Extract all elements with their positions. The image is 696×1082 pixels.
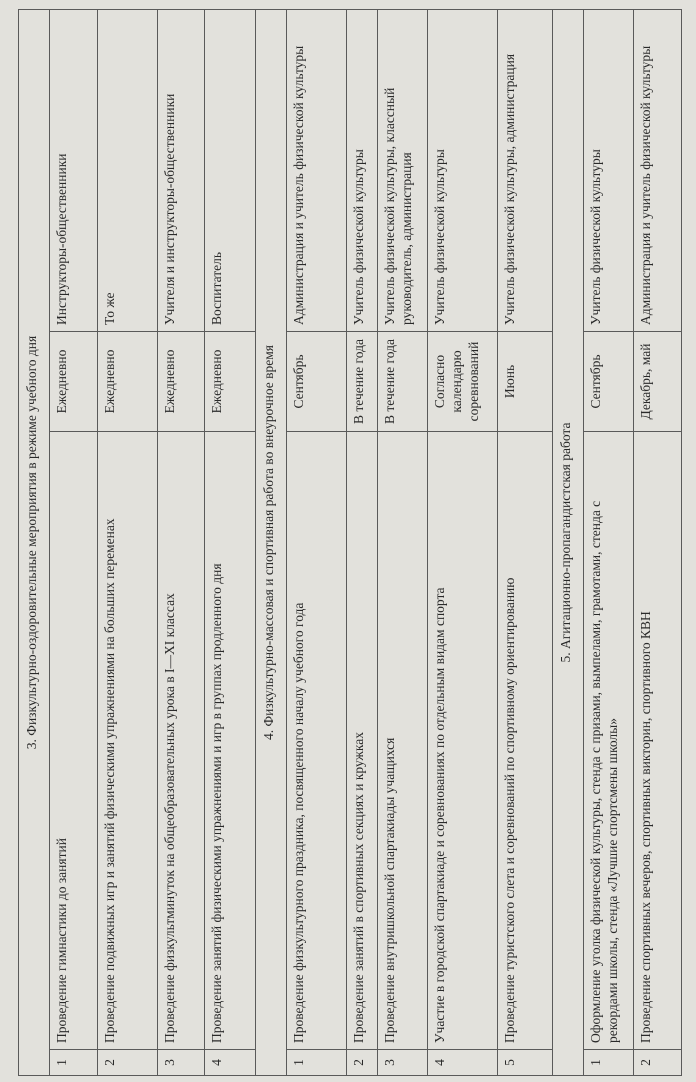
- row-number: 2: [634, 1050, 682, 1076]
- table-row: [157, 10, 205, 1076]
- row-number: 1: [584, 1050, 634, 1076]
- row-number: 1: [50, 1050, 98, 1076]
- section-title: 3. Физкультурно-оздоровительные мероприятия в режиме учебного дня: [19, 10, 50, 1076]
- activities-table: [18, 9, 682, 1076]
- table-row: [634, 10, 682, 1076]
- section-title: 4. Физкультурно-массовая и спортивная работа во внеурочное время: [255, 10, 286, 1076]
- timing-cell: Ежедневно: [98, 332, 158, 432]
- row-number: 5: [497, 1050, 552, 1076]
- timing-cell: В течение года: [377, 332, 427, 432]
- section-title: 5. Агитационно-пропагандистская работа: [552, 10, 583, 1076]
- event-cell: Проведение занятий в спортивных секциях и кружках: [346, 432, 377, 1050]
- timing-cell: Декабрь, май: [634, 332, 682, 432]
- event-cell: Проведение физкультурного праздника, посвященного началу учебного года: [286, 432, 346, 1050]
- row-number: 3: [377, 1050, 427, 1076]
- section-header-row: [19, 10, 50, 1076]
- responsible-cell: Учитель физической культуры, администрация: [497, 10, 552, 332]
- event-cell: Проведение физкультминуток на общеобразовательных урока в I—XI классах: [157, 432, 205, 1050]
- timing-cell: В течение года: [346, 332, 377, 432]
- row-number: 3: [157, 1050, 205, 1076]
- table-row: [98, 10, 158, 1076]
- row-number: 2: [346, 1050, 377, 1076]
- section-header-row: [255, 10, 286, 1076]
- table-row: [427, 10, 497, 1076]
- timing-cell: Ежедневно: [50, 332, 98, 432]
- responsible-cell: То же: [98, 10, 158, 332]
- table-row: [497, 10, 552, 1076]
- timing-cell: Ежедневно: [205, 332, 255, 432]
- responsible-cell: Учителя и инструкторы-общественники: [157, 10, 205, 332]
- event-cell: Проведение подвижных игр и занятий физическими упражнениями на больших переменах: [98, 432, 158, 1050]
- event-cell: Оформление уголка физической культуры, стенда с призами, вымпелами, грамотами, стенда с рекордами школы, стенда «Лучшие спортсмены школы»: [584, 432, 634, 1050]
- timing-cell: Сентябрь: [286, 332, 346, 432]
- section-header-row: [552, 10, 583, 1076]
- event-cell: Проведение туристского слета и соревнований по спортивному ориентированию: [497, 432, 552, 1050]
- responsible-cell: Администрация и учитель физической культуры: [286, 10, 346, 332]
- responsible-cell: Инструкторы-общественники: [50, 10, 98, 332]
- table-row: [205, 10, 255, 1076]
- row-number: 2: [98, 1050, 158, 1076]
- event-cell: Проведение занятий физическими упражнениями и игр в группах продленного дня: [205, 432, 255, 1050]
- table-row: [346, 10, 377, 1076]
- event-cell: Участие в городской спартакиаде и соревнованиях по отдельным видам спорта: [427, 432, 497, 1050]
- table-row: [286, 10, 346, 1076]
- table-row: [50, 10, 98, 1076]
- event-cell: Проведение гимнастики до занятий: [50, 432, 98, 1050]
- row-number: 4: [427, 1050, 497, 1076]
- responsible-cell: Администрация и учитель физической культуры: [634, 10, 682, 332]
- timing-cell: Сентябрь: [584, 332, 634, 432]
- row-number: 1: [286, 1050, 346, 1076]
- timing-cell: Июнь: [497, 332, 552, 432]
- event-cell: Проведение спортивных вечеров, спортивных викторин, спортивного КВН: [634, 432, 682, 1050]
- responsible-cell: Учитель физической культуры: [584, 10, 634, 332]
- row-number: 4: [205, 1050, 255, 1076]
- table-row: [377, 10, 427, 1076]
- responsible-cell: Учитель физической культуры: [427, 10, 497, 332]
- responsible-cell: Учитель физической культуры, классный руководитель, администрация: [377, 10, 427, 332]
- timing-cell: Согласно календарю соревнований: [427, 332, 497, 432]
- responsible-cell: Воспитатель: [205, 10, 255, 332]
- table-row: [584, 10, 634, 1076]
- responsible-cell: Учитель физической культуры: [346, 10, 377, 332]
- event-cell: Проведение внутришкольной спартакиады учащихся: [377, 432, 427, 1050]
- timing-cell: Ежедневно: [157, 332, 205, 432]
